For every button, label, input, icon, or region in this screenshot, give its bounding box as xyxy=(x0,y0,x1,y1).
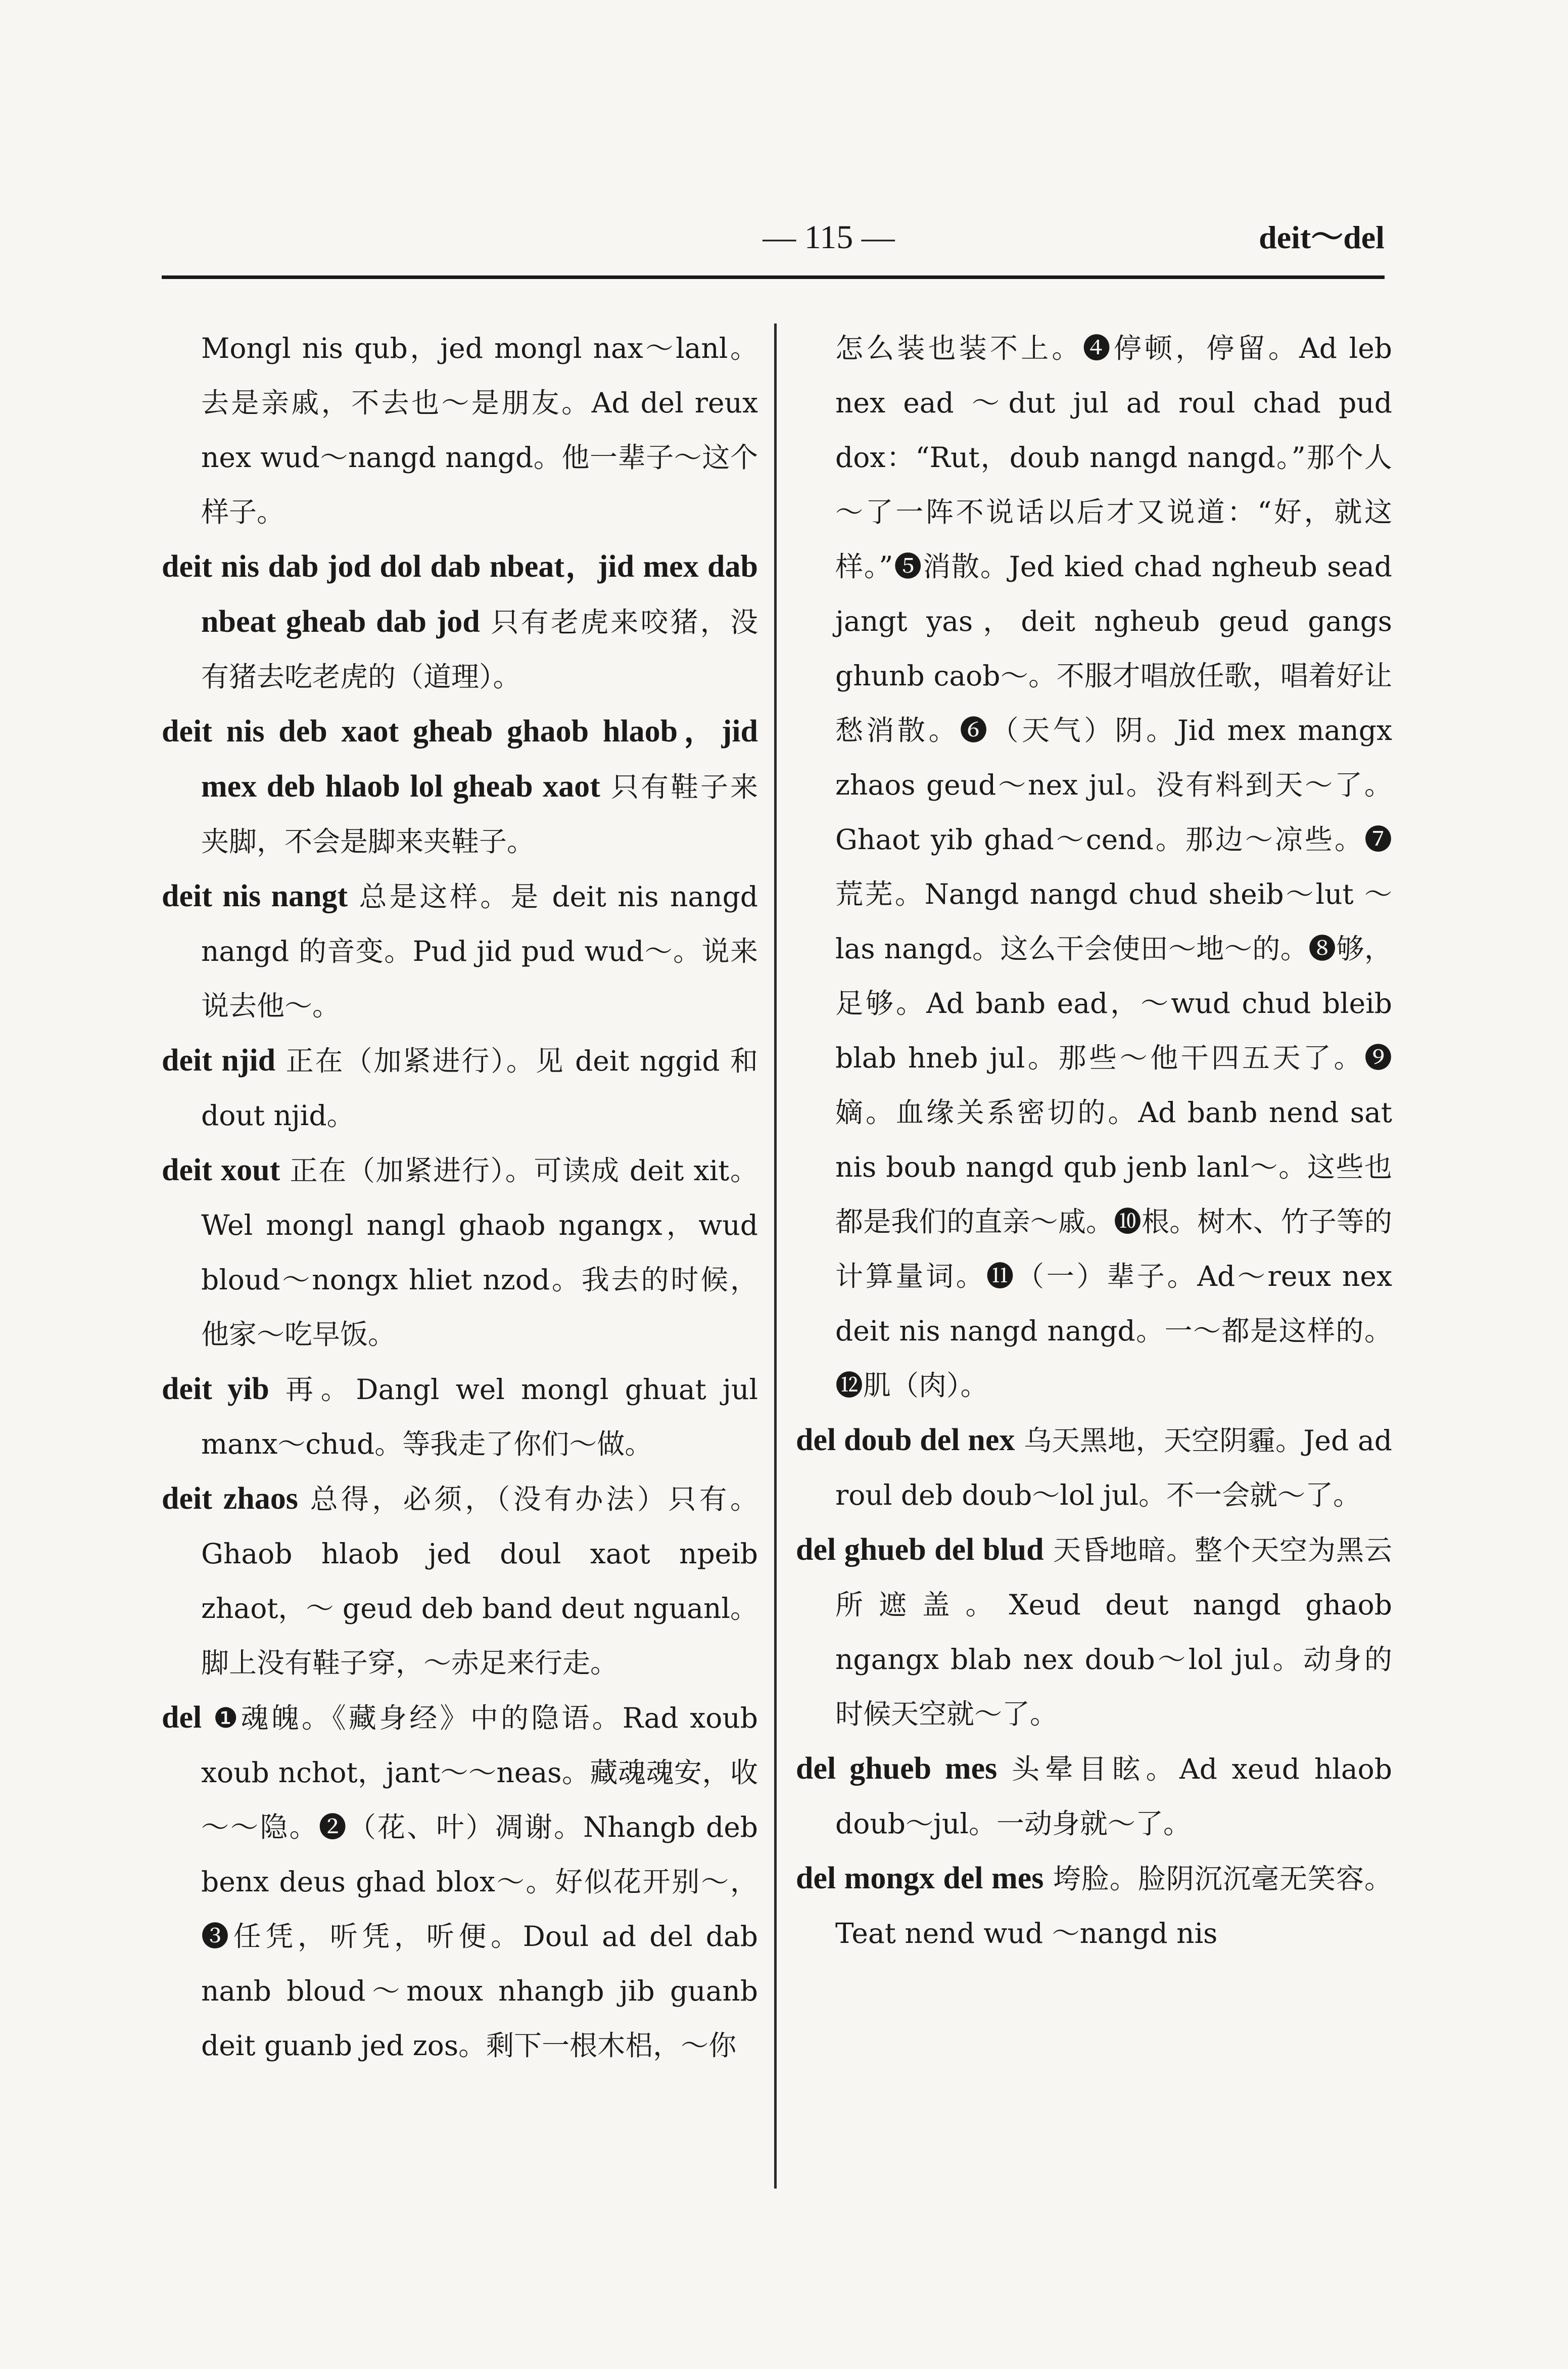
headword: deit nis dab jod dol dab nbeat，jid mex dab nbeat gheab dab jod xyxy=(162,549,758,639)
entry-text: 头晕目眩。Ad xeud hlaob doub～jul。一动身就～了。 xyxy=(835,1753,1392,1840)
entry-text: 怎么装也装不上。❹停顿，停留。Ad leb nex ead ～dut jul ad roul chad pud dox：“Rut，doub nangd nangd。”那个人～了一阵不说话以后才又说道：“好，就这样。”❺消散。Jed kied chad ngheub sead jangt yas，deit ngheub geud gangs ghunb caob～。不服才唱放任歌，唱着好让愁消散。❻（天气）阴。Jid mex mangx zhaos geud～nex jul。没有料到天～了。Ghaot yib ghad～cend。那边～凉些。❼荒芜。Nangd nangd chud sheib～lut ～las nangd。这么干会使田～地～的。❽够，足够。Ad banb ead，～wud chud bleib blab hneb jul。那些～他干四五天了。❾嫡。血缘关系密切的。Ad banb nend sat nis boub nangd qub jenb lanl～。这些也都是我们的直亲～戚。❿根。树木、竹子等的计算量词。⓫（一）辈子。Ad～reux nex deit nis nangd nangd。一～都是这样的。⓬肌（肉）。 xyxy=(835,332,1392,1402)
dictionary-entry xyxy=(796,1522,1392,1741)
dictionary-entry xyxy=(162,1362,758,1471)
dictionary-entry xyxy=(162,539,758,704)
entry-text: ❶魂魄。《藏身经》中的隐语。Rad xoub xoub nchot，jant～～neas。藏魂魂安，收～～隐。❷（花、叶）凋谢。Nhangb deb benx deus ghad blox～。好似花开别～，❸任凭，听凭，听便。Doul ad del dab nanb bloud～moux nhangb jib guanb deit guanb jed zos。剩下一根木梠，～你 xyxy=(201,1702,758,2062)
dictionary-entry xyxy=(162,704,758,869)
headword: deit yib xyxy=(162,1372,269,1406)
continuation-text xyxy=(796,321,1392,1413)
entry-text: 总得，必须，（没有办法）只有。Ghaob hlaob jed doul xaot npeib zhaot，～ geud deb band deut nguanl。脚上没有鞋子穿，～赤足来行走。 xyxy=(201,1483,758,1679)
dictionary-entry xyxy=(162,1690,758,2073)
headword: del doub del nex xyxy=(796,1423,1015,1457)
entry-text: 天昏地暗。整个天空为黑云所遮盖。Xeud deut nangd ghaob ngangx blab nex doub～lol jul。动身的时候天空就～了。 xyxy=(835,1534,1392,1730)
right-column xyxy=(796,321,1392,1961)
dictionary-entry xyxy=(796,1413,1392,1522)
dictionary-entry xyxy=(796,1851,1392,1961)
running-head: deit～del xyxy=(1259,219,1385,255)
header-rule xyxy=(162,275,1385,279)
dictionary-entry xyxy=(162,1471,758,1690)
headword: del ghueb del blud xyxy=(796,1532,1044,1567)
headword: deit nis nangt xyxy=(162,879,348,913)
entry-text: 只有鞋子来夹脚，不会是脚来夹鞋子。 xyxy=(201,771,758,858)
headword: deit xout xyxy=(162,1153,280,1187)
entry-text: 乌天黑地，天空阴霾。Jed ad roul deb doub～lol jul。不一会就～了。 xyxy=(835,1424,1392,1511)
continuation-text xyxy=(162,321,758,539)
entry-text: 再。Dangl wel mongl ghuat jul manx～chud。等我走了你们～做。 xyxy=(201,1373,758,1460)
headword: deit njid xyxy=(162,1043,276,1078)
dictionary-entry xyxy=(162,1143,758,1362)
page-number: — 115 — xyxy=(763,219,895,256)
dictionary-entry xyxy=(162,1033,758,1143)
left-column xyxy=(162,321,758,2073)
dictionary-entry xyxy=(796,1741,1392,1851)
headword: del xyxy=(162,1700,202,1735)
dictionary-entry xyxy=(162,869,758,1033)
headword: del ghueb mes xyxy=(796,1751,997,1786)
entry-text: 正在（加紧进行）。可读成 deit xit。Wel mongl nangl ghaob ngangx，wud bloud～nongx hliet nzod。我去的时候，他家～吃早饭。 xyxy=(201,1154,758,1351)
entry-text: 只有老虎来咬猪，没有猪去吃老虎的（道理）。 xyxy=(201,606,758,693)
entry-text: 总是这样。是 deit nis nangd nangd 的音变。Pud jid pud wud～。说来说去他～。 xyxy=(201,880,758,1022)
headword: deit zhaos xyxy=(162,1481,298,1516)
headword: deit nis deb xaot gheab ghaob hlaob，jid mex deb hlaob lol gheab xaot xyxy=(162,714,758,804)
entry-text: 垮脸。脸阴沉沉毫无笑容。Teat nend wud ～nangd nis xyxy=(835,1863,1393,1949)
headword: del mongx del mes xyxy=(796,1861,1044,1895)
column-divider xyxy=(774,323,777,2189)
page-header xyxy=(162,212,1385,273)
entry-text: Mongl nis qub，jed mongl nax～lanl。去是亲戚，不去也～是朋友。Ad del reux nex wud～nangd nangd。他一辈子～这个样子。 xyxy=(201,332,758,528)
entry-text: 正在（加紧进行）。见 deit nggid 和 dout njid。 xyxy=(201,1045,758,1132)
